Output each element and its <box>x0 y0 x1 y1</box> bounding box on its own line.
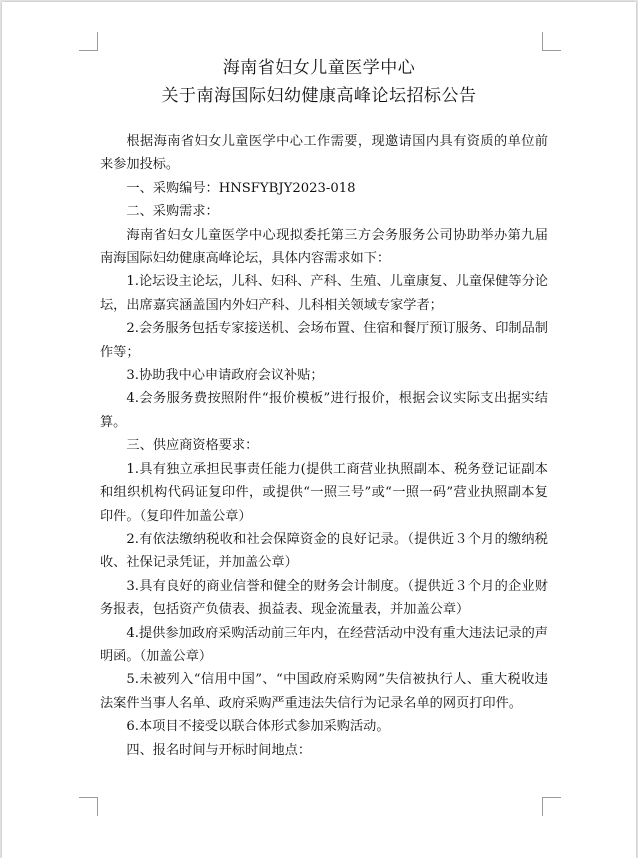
paragraph-qualification-3: 3.具有良好的商业信誉和健全的财务会计制度。（提供近３个月的企业财务报表，包括资产负债表、损益表、现金流量表，并加盖公章） <box>100 578 548 618</box>
margin-corner-mark <box>79 797 98 816</box>
document-page <box>2 2 636 858</box>
paragraph-qualification-6: 6.本项目不接受以联合体形式参加采购活动。 <box>126 719 390 735</box>
paragraph-qualification-5: 5.未被列入“信用中国”、“中国政府采购网”失信被执行人、重大税收违法案件当事人名单、政府采购严重违法失信行为记录名单的网页打印件。 <box>100 672 548 711</box>
paragraph-intro: 根据海南省妇女儿童医学中心工作需要，现邀请国内具有资质的单位前来参加投标。 <box>100 134 548 173</box>
heading-procurement-needs: 二、采购需求： <box>126 204 219 220</box>
margin-corner-mark <box>79 32 98 51</box>
paragraph-need-4: 4.会务服务费按照附件“报价模板”进行报价，根据会议实际支出据实结算。 <box>100 391 548 430</box>
document-body <box>100 130 548 762</box>
paragraph-qualification-1: 1.具有独立承担民事责任能力(提供工商营业执照副本、税务登记证副本和组织机构代码证复印件，或提供“一照三号”或“一照一码”营业执照副本复印件。（复印件加盖公章） <box>100 461 548 524</box>
paragraph-need-3: 3.协助我中心申请政府会议补贴； <box>126 368 324 384</box>
paragraph-need-2: 2.会务服务包括专家接送机、会场布置、住宿和餐厅预订服务、印制品制作等； <box>100 321 548 360</box>
paragraph-qualification-4: 4.提供参加政府采购活动前三年内，在经营活动中没有重大违法记录的声明函。（加盖公章） <box>100 625 548 664</box>
heading-supplier-qualifications: 三、供应商资格要求： <box>126 438 259 454</box>
document-title-line1: 海南省妇女儿童医学中心 <box>222 58 416 78</box>
paragraph-need-1: 1.论坛设主论坛，儿科、妇科、产科、生殖、儿童康复、儿童保健等分论坛，出席嘉宾涵盖国内外妇产科、儿科相关领域专家学者； <box>100 274 548 313</box>
paragraph-qualification-2: 2.有依法缴纳税收和社会保障资金的良好记录。（提供近３个月的缴纳税收、社保记录凭证，并加盖公章） <box>100 531 548 571</box>
heading-registration-time: 四、报名时间与开标时间地点： <box>126 742 312 758</box>
paragraph-needs-intro: 海南省妇女儿童医学中心现拟委托第三方会务服务公司协助举办第九届南海国际妇幼健康高峰论坛，具体内容需求如下： <box>100 227 548 267</box>
margin-corner-mark <box>542 797 561 816</box>
margin-corner-mark <box>542 32 561 51</box>
document-title-line2: 关于南海国际妇幼健康高峰论坛招标公告 <box>161 86 477 106</box>
paragraph-procurement-number: 一、采购编号：HNSFYBJY2023-018 <box>126 180 356 196</box>
